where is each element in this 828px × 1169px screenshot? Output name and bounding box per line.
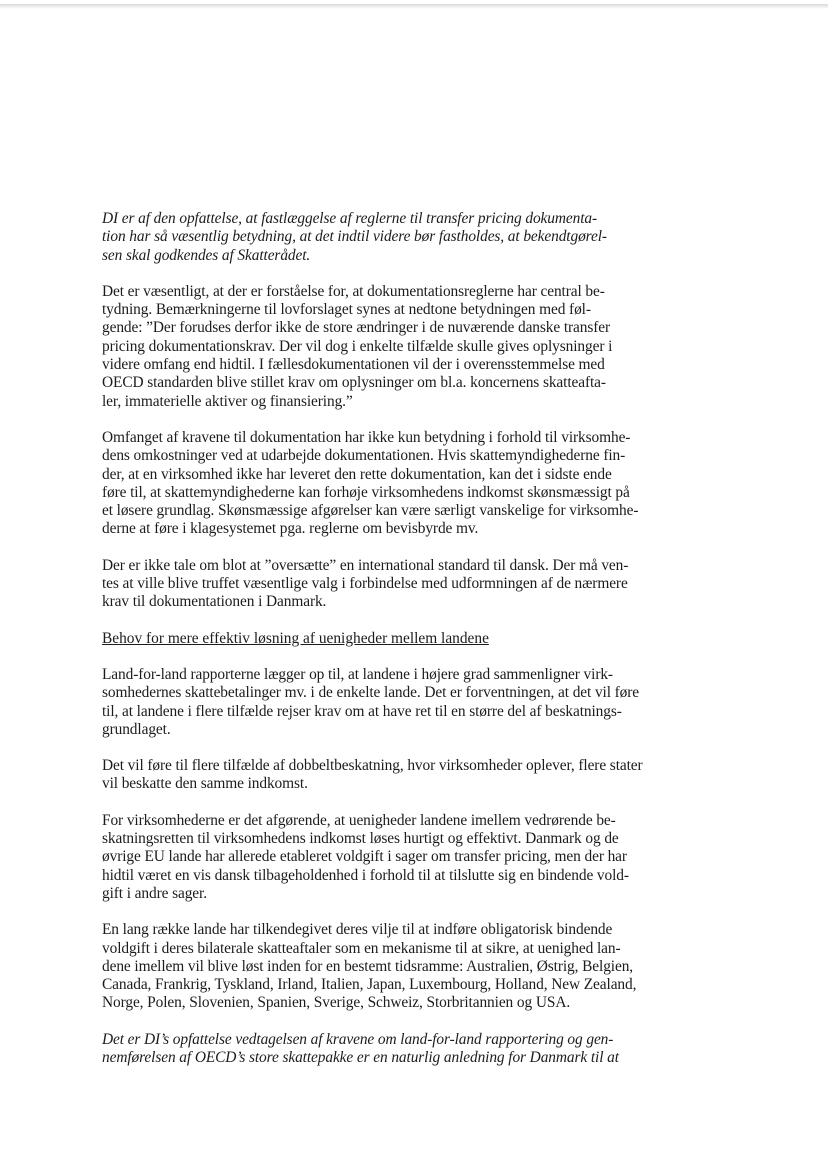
paragraph-double-taxation: [102, 757, 674, 794]
document-page: [102, 210, 674, 1067]
text-line: føre til, at skattemyndighederne kan forhøje virksomhedens indkomst skønsmæssigt på: [102, 483, 630, 501]
text-line: derne at føre i klagesystemet pga. reglerne om bevisbyrde mv.: [102, 520, 479, 538]
text-line: Det er DI’s opfattelse vedtagelsen af kravene om land-for-land rapportering og gen-: [102, 1030, 614, 1048]
text-line: hidtil været en vis dansk tilbageholdenhed i forhold til at tilslutte sig en bindende vold-: [102, 866, 629, 884]
text-line: skatningsretten til virksomhedens indkomst løses hurtigt og effektivt. Danmark og de: [102, 830, 619, 848]
paragraph-di-opinion: [102, 210, 674, 265]
text-line: dens omkostninger ved at udarbejde dokumentationen. Hvis skattemyndighederne fin-: [102, 447, 626, 465]
text-line: Det er væsentligt, at der er forståelse for, at dokumentationsreglerne har central be-: [102, 282, 605, 300]
text-line: der, at en virksomhed ikke har leveret den rette dokumentation, kan det i sidste ende: [102, 465, 612, 483]
text-line: Norge, Polen, Slovenien, Spanien, Sverige, Schweiz, Storbritannien og USA.: [102, 994, 571, 1012]
text-line: et løsere grundlag. Skønsmæssige afgørelser kan være særligt vanskelige for virksomhe-: [102, 502, 639, 520]
text-line: gende: ”Der forudses derfor ikke de store ændringer i de nuværende danske transfer: [102, 319, 611, 337]
text-line: dene imellem vil blive løst inden for en bestemt tidsramme: Australien, Østrig, Belgien,: [102, 957, 634, 975]
paragraph-scope-of-requirements: [102, 429, 674, 539]
section-heading: Behov for mere effektiv løsning af uenigheder mellem landene: [102, 629, 489, 647]
text-line: nemførelsen af OECD’s store skattepakke er en naturlig anledning for Danmark til at: [102, 1048, 619, 1066]
text-line: En lang række lande har tilkendegivet deres vilje til at indføre obligatorisk bindende: [102, 921, 613, 939]
text-line: gift i andre sager.: [102, 884, 207, 902]
text-line: somhedernes skattebetalinger mv. i de enkelte lande. Det er forventningen, at det vil føre: [102, 684, 640, 702]
text-line: Land-for-land rapporterne lægger op til, at landene i højere grad sammenligner virk-: [102, 665, 613, 683]
text-line: voldgift i deres bilaterale skatteaftaler som en mekanisme til at sikre, at uenighed lan-: [102, 939, 621, 957]
text-line: sen skal godkendes af Skatterådet.: [102, 246, 311, 264]
text-line: videre omfang end hidtil. I fællesdokumentationen vil der i overensstemmelse med: [102, 356, 605, 374]
paragraph-documentation-rules: [102, 283, 674, 411]
text-line: pricing dokumentationskrav. Der vil dog i enkelte tilfælde skulle gives oplysninger i: [102, 337, 613, 355]
paragraph-di-conclusion: [102, 1031, 674, 1068]
text-line: DI er af den opfattelse, at fastlæggelse af reglerne til transfer pricing dokumenta-: [102, 210, 598, 227]
scan-edge: [0, 4, 828, 9]
text-line: krav til dokumentationen i Danmark.: [102, 593, 327, 611]
text-line: Omfanget af kravene til dokumentation har ikke kun betydning i forhold til virksomhe-: [102, 428, 631, 446]
text-line: OECD standarden blive stillet krav om oplysninger om bl.a. koncernens skatteafta-: [102, 374, 606, 392]
text-line: ler, immaterielle aktiver og finansiering.”: [102, 392, 353, 410]
paragraph-international-standard: [102, 557, 674, 612]
paragraph-country-list: [102, 921, 674, 1012]
text-line: vil beskatte den samme indkomst.: [102, 775, 308, 793]
text-line: til, at landene i flere tilfælde rejser krav om at have ret til en større del af beskatnings-: [102, 702, 622, 720]
text-line: tes at ville blive truffet væsentlige valg i forbindelse med udformningen af de nærmere: [102, 575, 628, 593]
text-line: øvrige EU lande har allerede etableret voldgift i sager om transfer pricing, men der har: [102, 848, 627, 866]
text-line: tion har så væsentlig betydning, at det indtil videre bør fastholdes, at bekendtgørel-: [102, 228, 607, 246]
text-line: grundlaget.: [102, 720, 171, 738]
text-line: For virksomhederne er det afgørende, at uenigheder landene imellem vedrørende be-: [102, 811, 616, 829]
text-line: Der er ikke tale om blot at ”oversætte” en international standard til dansk. Der må ven-: [102, 556, 629, 574]
paragraph-arbitration: [102, 812, 674, 903]
paragraph-country-by-country: [102, 666, 674, 739]
text-line: Det vil føre til flere tilfælde af dobbeltbeskatning, hvor virksomheder oplever, flere stater: [102, 757, 643, 775]
text-line: tydning. Bemærkningerne til lovforslaget synes at nedtone betydningen med føl-: [102, 301, 591, 319]
text-line: Canada, Frankrig, Tyskland, Irland, Italien, Japan, Luxembourg, Holland, New Zealand,: [102, 976, 637, 994]
